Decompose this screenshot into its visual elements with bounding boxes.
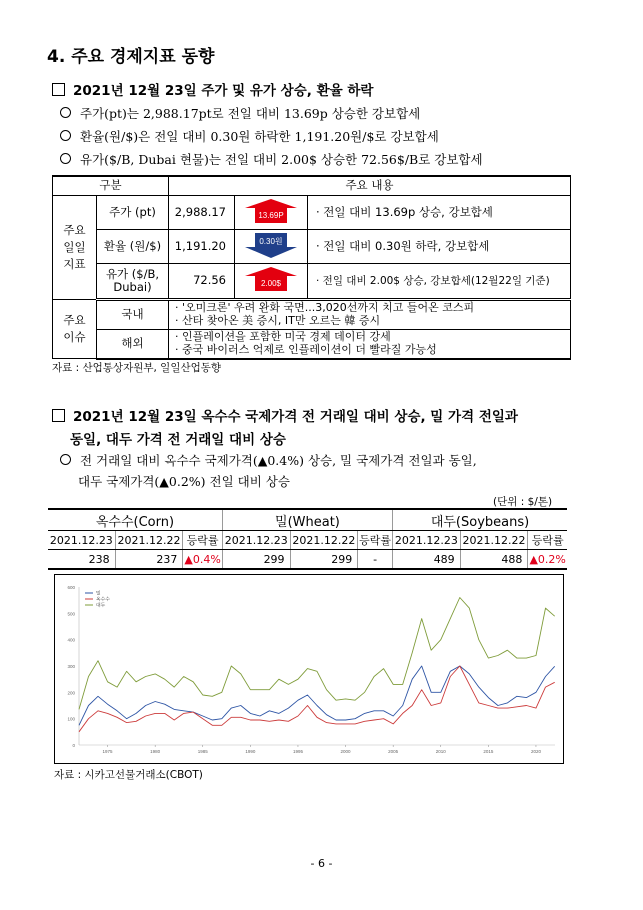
group-soybeans: 대두(Soybeans) [393,509,567,531]
row-label-exchange: 환율 (원/$) [97,230,169,264]
row-value-exchange: 1,191.20 [169,230,235,264]
x-tick-label: 2010 [435,749,446,754]
circle-bullet-icon [60,107,71,118]
badge-exchange: 0.30원 [259,237,283,247]
grain-price-chart [54,574,564,764]
group-daily-indicators: 주요 일일 지표 [53,196,97,300]
legend-label-wheat: 밀 [96,591,101,597]
corn-current: 238 [48,550,115,570]
bullet-exchange-text: 환율(원/$)은 전일 대비 0.30원 하락한 1,191.20원/$로 강보합세 [80,129,439,144]
wheat-change: - [358,550,393,570]
x-tick-label: 1995 [292,749,303,754]
subsection-1-heading-text: 2021년 12월 23일 주가 및 유가 상승, 환율 하락 [73,83,374,99]
bullet-exchange [60,127,439,145]
arrow-cell-stock [235,196,308,230]
circle-bullet-icon [60,130,71,141]
legend-label-corn: 옥수수 [96,597,110,603]
x-tick-label: 2015 [483,749,494,754]
issue-domestic [169,299,571,329]
row-note-stock: · 전일 대비 13.69p 상승, 강보합세 [308,196,571,230]
up-arrow-icon [235,196,307,226]
row-value-stock: 2,988.17 [169,196,235,230]
down-arrow-icon [235,230,307,260]
bullet-grain-line-1: 전 거래일 대비 옥수수 국제가격(▲0.4%) 상승, 밀 국제가격 전일과 동일, [80,453,477,468]
y-tick-label: 600 [67,585,75,590]
badge-stock: 13.69P [258,211,284,220]
y-tick-label: 100 [67,716,75,722]
wheat-change-header: 등락률 [358,531,393,550]
bullet-oil-text: 유가($/B, Dubai 현물)는 전일 대비 2.00$ 상승한 72.56$/B로 강보합세 [80,152,483,167]
group-wheat: 밀(Wheat) [222,509,392,531]
circle-bullet-icon [60,454,71,465]
row-note-oil: · 전일 대비 2.00$ 상승, 강보합세(12월22일 기준) [308,264,571,299]
wheat-date-current: 2021.12.23 [222,531,290,550]
grain-price-chart-svg [55,575,563,763]
issue-label-overseas: 해외 [97,329,169,359]
soy-date-previous: 2021.12.22 [460,531,528,550]
y-tick-label: 200 [67,690,75,696]
legend-label-soybeans: 대두 [96,603,106,609]
row-label-stock: 주가 (pt) [97,196,169,230]
circle-bullet-icon [60,153,71,164]
x-tick-label: 1990 [245,749,256,754]
subsection-2-heading [52,405,518,425]
x-tick-label: 2005 [388,749,399,754]
y-tick-label: 400 [67,637,75,643]
corn-change: ▲0.4% [183,550,223,570]
x-tick-label: 1975 [102,749,113,754]
table1-header-category: 구분 [53,176,169,196]
up-arrow-icon [235,264,307,294]
soy-current: 489 [393,550,461,570]
bullet-grain [60,451,477,469]
bullet-oil [60,150,483,168]
row-label-oil: 유가 ($/B, Dubai) [97,264,169,299]
wheat-date-previous: 2021.12.22 [290,531,358,550]
issue-label-domestic: 국내 [97,299,169,329]
square-bullet-icon [52,409,65,422]
row-note-exchange: · 전일 대비 0.30원 하락, 강보합세 [308,230,571,264]
indicator-table [52,175,571,360]
issue-domestic-line-2: · 산타 찾아온 美 증시, IT만 오르는 韓 증시 [175,313,381,327]
y-tick-label: 0 [72,743,75,748]
corn-date-current: 2021.12.23 [48,531,115,550]
x-tick-label: 1980 [150,749,161,754]
x-tick-label: 1985 [197,749,208,754]
subsection-2-heading-line-1: 2021년 12월 23일 옥수수 국제가격 전 거래일 대비 상승, 밀 가격 전일과 [73,409,518,425]
group-issues: 주요 이슈 [53,299,97,359]
table2-unit: (단위 : $/톤) [493,496,553,508]
issue-overseas-line-2: · 중국 바이러스 억제로 인플레이션이 더 빨라질 가능성 [175,342,437,356]
bullet-stock [60,104,420,122]
table1-header-content: 주요 내용 [169,176,571,196]
bullet-grain-line-2: 대두 국제가격(▲0.2%) 전일 대비 상승 [78,474,290,489]
arrow-cell-exchange [235,230,308,264]
soy-previous: 488 [460,550,528,570]
series-line-corn [79,666,555,732]
subsection-2-heading-line-2: 동일, 대두 가격 전 거래일 대비 상승 [70,432,286,448]
corn-change-header: 등락률 [183,531,223,550]
subsection-1-heading [52,79,373,99]
page-number: - 6 - [310,857,333,870]
table1-source: 자료 : 산업통상자원부, 일일산업동향 [52,362,222,374]
chart-source: 자료 : 시카고선물거래소(CBOT) [54,769,203,781]
x-tick-label: 2020 [530,749,541,754]
corn-previous: 237 [115,550,183,570]
square-bullet-icon [52,83,65,96]
soy-change: ▲0.2% [528,550,567,570]
wheat-previous: 299 [290,550,358,570]
bullet-stock-text: 주가(pt)는 2,988.17pt로 전일 대비 13.69p 상승한 강보합세 [80,106,421,121]
y-tick-label: 500 [67,611,75,617]
soy-change-header: 등락률 [528,531,567,550]
y-tick-label: 300 [67,664,75,669]
corn-date-previous: 2021.12.22 [115,531,183,550]
grain-price-table [48,508,567,570]
arrow-cell-oil [235,264,308,299]
issue-domestic-line-1: · '오미크론' 우려 완화 국면...3,020선까지 치고 들어온 코스피 [175,301,475,315]
section-title: 4. 주요 경제지표 동향 [47,47,215,67]
wheat-current: 299 [222,550,290,570]
issue-overseas-line-1: · 인플레이션을 포함한 미국 경제 데이터 강세 [175,330,391,344]
badge-oil: 2.00$ [260,279,282,289]
soy-date-current: 2021.12.23 [393,531,461,550]
x-tick-label: 2000 [340,749,351,754]
group-corn: 옥수수(Corn) [48,509,222,531]
row-value-oil: 72.56 [169,264,235,299]
issue-overseas [169,329,571,359]
